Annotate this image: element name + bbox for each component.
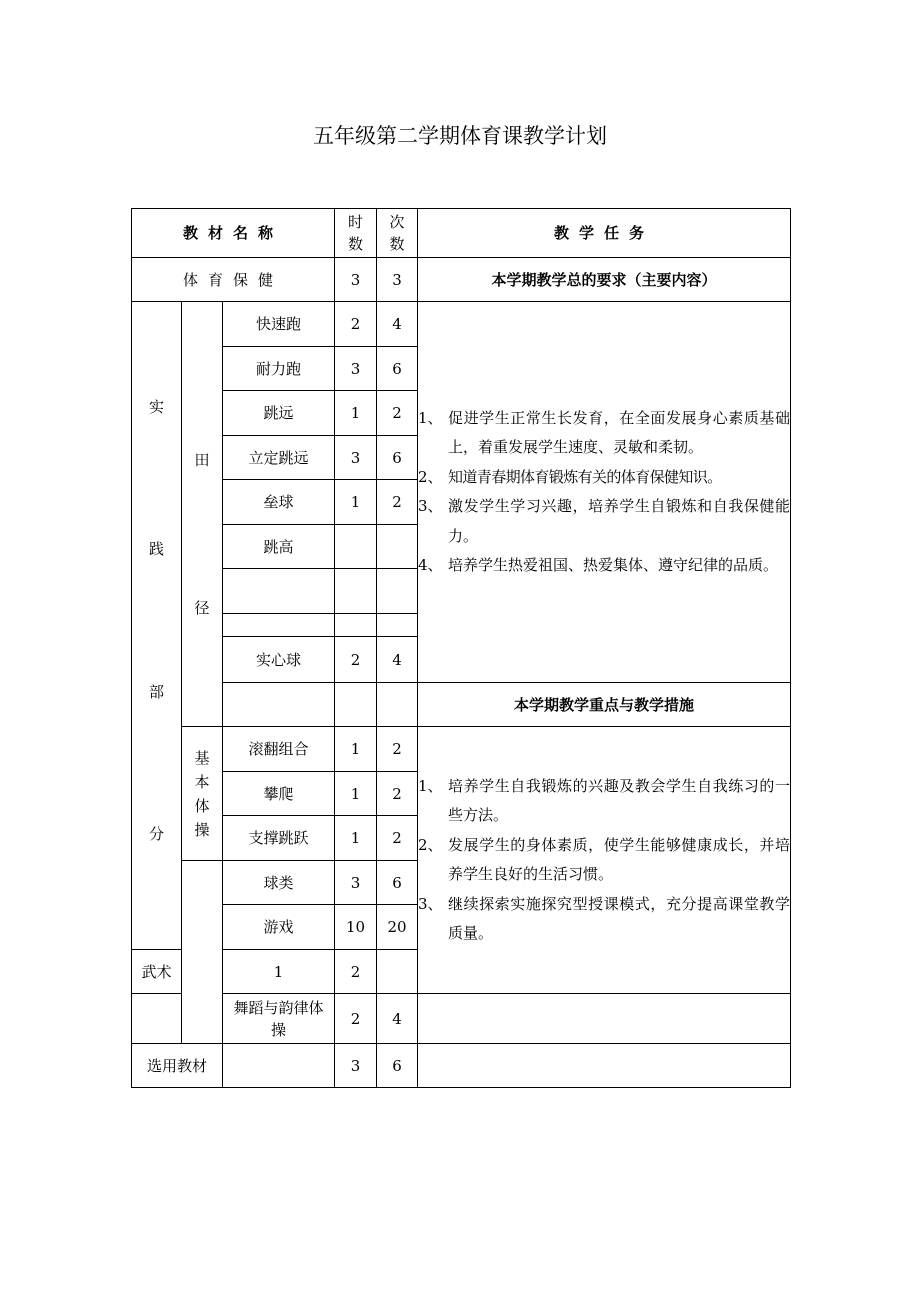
material-times: 2 (377, 816, 418, 861)
measure-num: 1、 (418, 776, 443, 795)
material-times (377, 569, 418, 614)
requirement-num: 2、 (418, 467, 443, 486)
material-hours: 1 (335, 480, 377, 525)
key-measures-content (418, 727, 791, 994)
practice-char: 分 (148, 825, 164, 844)
material-times (377, 614, 418, 637)
material-hours: 3 (335, 436, 377, 480)
material-hours (335, 525, 377, 569)
material-name: 游戏 (223, 905, 335, 950)
material-hours-blank (335, 683, 377, 727)
elective-name-blank (223, 1044, 335, 1088)
material-name: 支撑跳跃 (223, 816, 335, 861)
basic-gymnastics-label (182, 727, 223, 861)
material-times: 2 (377, 480, 418, 525)
material-times: 6 (377, 347, 418, 391)
material-name: 攀爬 (223, 772, 335, 816)
measure-item (418, 772, 790, 831)
practice-section-label (132, 302, 182, 950)
general-requirements-heading: 本学期教学总的要求（主要内容） (418, 258, 791, 302)
material-hours (335, 569, 377, 614)
requirement-item (418, 551, 790, 581)
hours-header-top: 时 (347, 213, 363, 231)
material-times: 4 (377, 302, 418, 347)
practice-section-tail (132, 994, 182, 1044)
hours-header (335, 209, 377, 258)
track-char: 田 (194, 451, 210, 469)
material-times: 4 (377, 994, 418, 1044)
gym-char: 体 (194, 796, 210, 815)
material-times: 2 (377, 391, 418, 436)
material-times (377, 525, 418, 569)
health-row (132, 258, 791, 302)
measure-text: 发展学生的身体素质，使学生能够健康成长，并培养学生良好的生活习惯。 (448, 835, 790, 883)
measure-item (418, 831, 790, 890)
requirement-item (418, 492, 790, 551)
material-name: 滚翻组合 (223, 727, 335, 772)
times-header-top: 次 (389, 213, 405, 231)
material-hours: 3 (335, 347, 377, 391)
material-name (223, 569, 335, 614)
measure-num: 3、 (418, 894, 443, 913)
requirement-text: 培养学生热爱祖国、热爱集体、遵守纪律的品质。 (448, 556, 779, 574)
table-row (132, 683, 791, 727)
material-times: 2 (335, 950, 377, 994)
material-hours: 1 (335, 772, 377, 816)
elective-task-blank (418, 1044, 791, 1088)
requirement-num: 3、 (418, 497, 443, 515)
requirement-text: 促进学生正常生长发育，在全面发展身心素质基础上，着重发展学生速度、灵敏和柔韧。 (448, 408, 790, 456)
teaching-plan-table (131, 208, 791, 1088)
health-hours: 3 (335, 258, 377, 302)
other-items-label (182, 861, 223, 1044)
material-hours: 2 (335, 994, 377, 1044)
requirement-num: 1、 (418, 408, 443, 427)
practice-char: 实 (148, 397, 164, 416)
elective-times: 6 (377, 1044, 418, 1088)
material-hours (335, 614, 377, 637)
health-label: 体育保健 (132, 258, 335, 302)
material-times: 20 (377, 905, 418, 950)
material-name: 球类 (223, 861, 335, 905)
material-hours: 3 (335, 861, 377, 905)
material-name: 立定跳远 (223, 436, 335, 480)
material-times-blank (377, 683, 418, 727)
material-hours: 2 (335, 637, 377, 683)
measure-text: 继续探索实施探究型授课模式，充分提高课堂教学质量。 (448, 894, 790, 942)
practice-char: 部 (148, 682, 164, 701)
times-header-bottom: 数 (389, 235, 405, 253)
material-times: 2 (377, 772, 418, 816)
elective-label: 选用教材 (132, 1044, 223, 1088)
table-row (132, 994, 791, 1044)
elective-row (132, 1044, 791, 1088)
material-hours: 2 (335, 302, 377, 347)
material-name: 实心球 (223, 637, 335, 683)
page-title: 五年级第二学期体育课教学计划 (313, 124, 607, 148)
gym-char: 基 (194, 748, 210, 767)
track-field-label (182, 302, 223, 727)
material-hours: 1 (335, 391, 377, 436)
task-header: 教学任务 (418, 209, 791, 258)
health-times: 3 (377, 258, 418, 302)
material-name: 舞蹈与韵律体操 (223, 994, 335, 1044)
material-times: 2 (377, 727, 418, 772)
gym-char: 操 (194, 820, 210, 839)
material-times: 6 (377, 436, 418, 480)
measure-num: 2、 (418, 835, 443, 854)
material-times: 6 (377, 861, 418, 905)
table-row (132, 302, 791, 347)
table-row (132, 727, 791, 772)
material-name: 跳远 (223, 391, 335, 436)
requirement-text: 知道青春期体育锻炼有关的体育保健知识。 (448, 467, 722, 486)
requirement-num: 4、 (418, 556, 443, 574)
practice-char: 践 (148, 540, 164, 559)
material-name: 快速跑 (223, 302, 335, 347)
gym-char: 本 (194, 772, 210, 791)
requirement-item (418, 463, 790, 493)
material-hours: 10 (335, 905, 377, 950)
material-name: 武术 (132, 950, 182, 994)
header-row (132, 209, 791, 258)
blank-task-cell (418, 994, 791, 1044)
material-name-blank (223, 683, 335, 727)
material-hours: 1 (335, 727, 377, 772)
general-requirements-content (418, 302, 791, 683)
measure-item (418, 890, 790, 949)
requirement-item (418, 404, 790, 463)
elective-hours: 3 (335, 1044, 377, 1088)
material-name-header: 教材名称 (132, 209, 335, 258)
material-name: 垒球 (223, 480, 335, 525)
times-header (377, 209, 418, 258)
material-name (223, 614, 335, 637)
material-times: 4 (377, 637, 418, 683)
key-measures-heading: 本学期教学重点与教学措施 (418, 683, 791, 727)
requirement-text: 激发学生学习兴趣，培养学生自锻炼和自我保健能力。 (448, 497, 790, 545)
track-char: 径 (194, 599, 210, 617)
material-hours: 1 (223, 950, 335, 994)
measure-text: 培养学生自我锻炼的兴趣及教会学生自我练习的一些方法。 (448, 776, 790, 824)
material-name: 跳高 (223, 525, 335, 569)
material-name: 耐力跑 (223, 347, 335, 391)
material-hours: 1 (335, 816, 377, 861)
hours-header-bottom: 数 (347, 235, 363, 253)
